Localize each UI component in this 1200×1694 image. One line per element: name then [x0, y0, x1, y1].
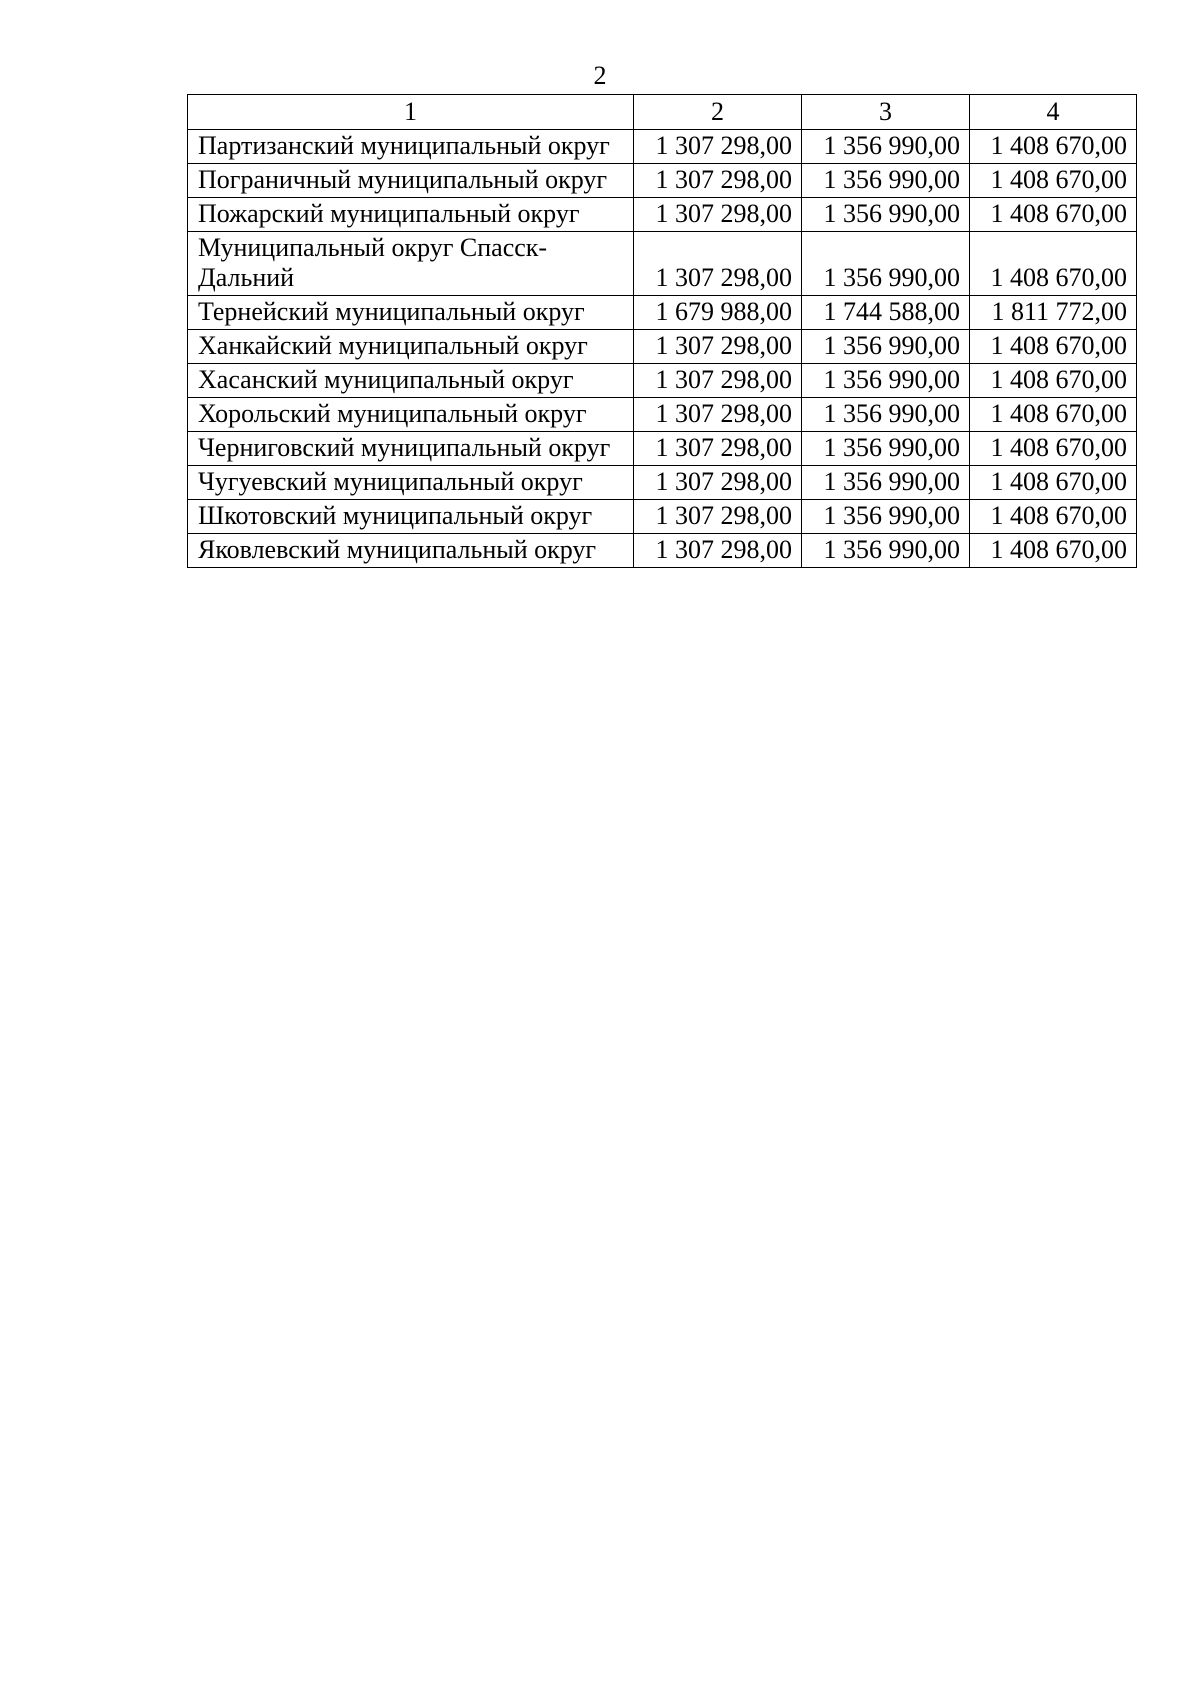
amount-col-3: 1 356 990,00 [802, 364, 970, 398]
amount-col-2: 1 307 298,00 [634, 466, 802, 500]
table-row [188, 534, 1137, 568]
amount-col-2: 1 307 298,00 [634, 432, 802, 466]
amount-col-3: 1 356 990,00 [802, 330, 970, 364]
amount-col-3: 1 356 990,00 [802, 466, 970, 500]
district-name: Чугуевский муниципальный округ [188, 466, 634, 500]
amount-col-2: 1 307 298,00 [634, 364, 802, 398]
budget-table [187, 94, 1137, 568]
amount-col-4: 1 408 670,00 [970, 164, 1137, 198]
table-row [188, 198, 1137, 232]
amount-col-4: 1 811 772,00 [970, 296, 1137, 330]
amount-col-4: 1 408 670,00 [970, 500, 1137, 534]
district-name: Черниговский муниципальный округ [188, 432, 634, 466]
table-row [188, 398, 1137, 432]
amount-col-4: 1 408 670,00 [970, 198, 1137, 232]
amount-col-4: 1 408 670,00 [970, 398, 1137, 432]
column-header-1: 1 [188, 95, 634, 130]
amount-col-3: 1 356 990,00 [802, 432, 970, 466]
amount-col-2: 1 307 298,00 [634, 398, 802, 432]
page-number: 2 [593, 61, 607, 90]
amount-col-3: 1 744 588,00 [802, 296, 970, 330]
amount-col-2: 1 307 298,00 [634, 198, 802, 232]
amount-col-2: 1 307 298,00 [634, 164, 802, 198]
amount-col-2: 1 307 298,00 [634, 500, 802, 534]
district-name: Шкотовский муниципальный округ [188, 500, 634, 534]
table-row [188, 432, 1137, 466]
amount-col-3: 1 356 990,00 [802, 130, 970, 164]
amount-col-3: 1 356 990,00 [802, 534, 970, 568]
column-header-2: 2 [634, 95, 802, 130]
amount-col-3: 1 356 990,00 [802, 198, 970, 232]
amount-col-4: 1 408 670,00 [970, 364, 1137, 398]
amount-col-4: 1 408 670,00 [970, 232, 1137, 296]
table-row [188, 164, 1137, 198]
table-header [188, 95, 1137, 130]
table-row [188, 500, 1137, 534]
column-header-4: 4 [970, 95, 1137, 130]
amount-col-2: 1 307 298,00 [634, 534, 802, 568]
amount-col-4: 1 408 670,00 [970, 432, 1137, 466]
amount-col-4: 1 408 670,00 [970, 534, 1137, 568]
table-row [188, 466, 1137, 500]
amount-col-2: 1 679 988,00 [634, 296, 802, 330]
amount-col-3: 1 356 990,00 [802, 500, 970, 534]
amount-col-4: 1 408 670,00 [970, 466, 1137, 500]
amount-col-2: 1 307 298,00 [634, 330, 802, 364]
district-name: Хорольский муниципальный округ [188, 398, 634, 432]
district-name: Пожарский муниципальный округ [188, 198, 634, 232]
district-name: Хасанский муниципальный округ [188, 364, 634, 398]
district-name: Пограничный муниципальный округ [188, 164, 634, 198]
column-header-3: 3 [802, 95, 970, 130]
district-name: Муниципальный округ Спасск-Дальний [188, 232, 634, 296]
table-row [188, 330, 1137, 364]
district-name: Ханкайский муниципальный округ [188, 330, 634, 364]
amount-col-3: 1 356 990,00 [802, 398, 970, 432]
amount-col-4: 1 408 670,00 [970, 130, 1137, 164]
district-name: Яковлевский муниципальный округ [188, 534, 634, 568]
header-row [188, 95, 1137, 130]
amount-col-2: 1 307 298,00 [634, 130, 802, 164]
table-row [188, 296, 1137, 330]
amount-col-4: 1 408 670,00 [970, 330, 1137, 364]
amount-col-3: 1 356 990,00 [802, 164, 970, 198]
district-name: Партизанский муниципальный округ [188, 130, 634, 164]
amount-col-3: 1 356 990,00 [802, 232, 970, 296]
table-body [188, 130, 1137, 568]
table-row [188, 130, 1137, 164]
district-name: Тернейский муниципальный округ [188, 296, 634, 330]
amount-col-2: 1 307 298,00 [634, 232, 802, 296]
table-row [188, 364, 1137, 398]
table-row [188, 232, 1137, 296]
